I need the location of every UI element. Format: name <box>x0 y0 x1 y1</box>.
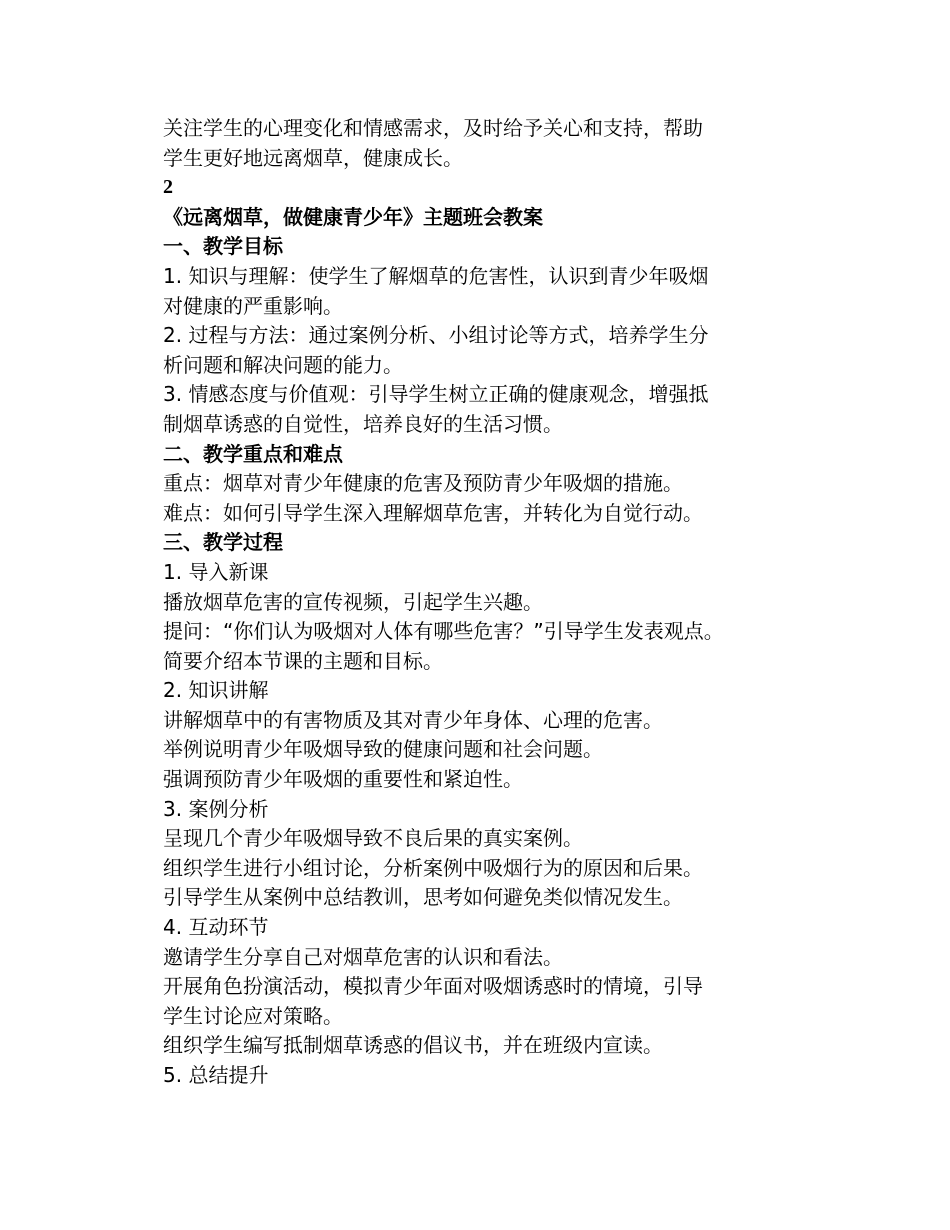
document-body <box>163 114 803 1091</box>
objective-item-3: 3. 情感态度与价值观：引导学生树立正确的健康观念，增强抵 <box>163 382 709 407</box>
process-step-detail: 强调预防青少年吸烟的重要性和紧迫性。 <box>163 767 523 792</box>
objective-item-2-cont: 析问题和解决问题的能力。 <box>163 352 403 377</box>
process-step-detail: 邀请学生分享自己对烟草危害的认识和看法。 <box>163 944 563 969</box>
process-step-detail: 组织学生进行小组讨论，分析案例中吸烟行为的原因和后果。 <box>163 855 703 880</box>
key-point: 重点：烟草对青少年健康的危害及预防青少年吸烟的措施。 <box>163 471 683 496</box>
objective-item-3-cont: 制烟草诱惑的自觉性，培养良好的生活习惯。 <box>163 411 563 436</box>
document-title: 《远离烟草，做健康青少年》主题班会教案 <box>163 204 543 229</box>
process-step-heading: 4. 互动环节 <box>163 915 269 940</box>
process-step-detail: 学生讨论应对策略。 <box>163 1003 343 1028</box>
paragraph-line: 学生更好地远离烟草，健康成长。 <box>163 145 463 170</box>
process-step-detail: 举例说明青少年吸烟导致的健康问题和社会问题。 <box>163 737 603 762</box>
objective-item-2: 2. 过程与方法：通过案例分析、小组讨论等方式，培养学生分 <box>163 323 709 348</box>
paragraph-line: 关注学生的心理变化和情感需求，及时给予关心和支持，帮助 <box>163 116 703 140</box>
section-number: 2 <box>163 176 173 199</box>
process-step-detail: 简要介绍本节课的主题和目标。 <box>163 648 443 673</box>
process-step-heading: 5. 总结提升 <box>163 1063 269 1087</box>
process-step-detail: 讲解烟草中的有害物质及其对青少年身体、心理的危害。 <box>163 707 663 732</box>
process-step-detail: 组织学生编写抵制烟草诱惑的倡议书，并在班级内宣读。 <box>163 1033 663 1058</box>
objective-item-1-cont: 对健康的严重影响。 <box>163 293 343 318</box>
process-step-heading: 3. 案例分析 <box>163 796 269 821</box>
difficult-point: 难点：如何引导学生深入理解烟草危害，并转化为自觉行动。 <box>163 500 703 525</box>
process-step-detail: 播放烟草危害的宣传视频，引起学生兴趣。 <box>163 589 543 614</box>
section-heading-objectives: 一、教学目标 <box>163 234 283 259</box>
process-step-detail: 引导学生从案例中总结教训，思考如何避免类似情况发生。 <box>163 885 683 910</box>
objective-item-1: 1. 知识与理解：使学生了解烟草的危害性，认识到青少年吸烟 <box>163 263 709 288</box>
process-step-heading: 1. 导入新课 <box>163 559 269 584</box>
process-step-detail: 提问：“你们认为吸烟对人体有哪些危害？”引导学生发表观点。 <box>163 619 724 644</box>
process-step-detail: 呈现几个青少年吸烟导致不良后果的真实案例。 <box>163 826 583 851</box>
section-heading-key-points: 二、教学重点和难点 <box>163 441 343 466</box>
process-step-heading: 2. 知识讲解 <box>163 678 269 703</box>
section-heading-process: 三、教学过程 <box>163 530 283 555</box>
process-step-detail: 开展角色扮演活动，模拟青少年面对吸烟诱惑时的情境，引导 <box>163 974 703 999</box>
